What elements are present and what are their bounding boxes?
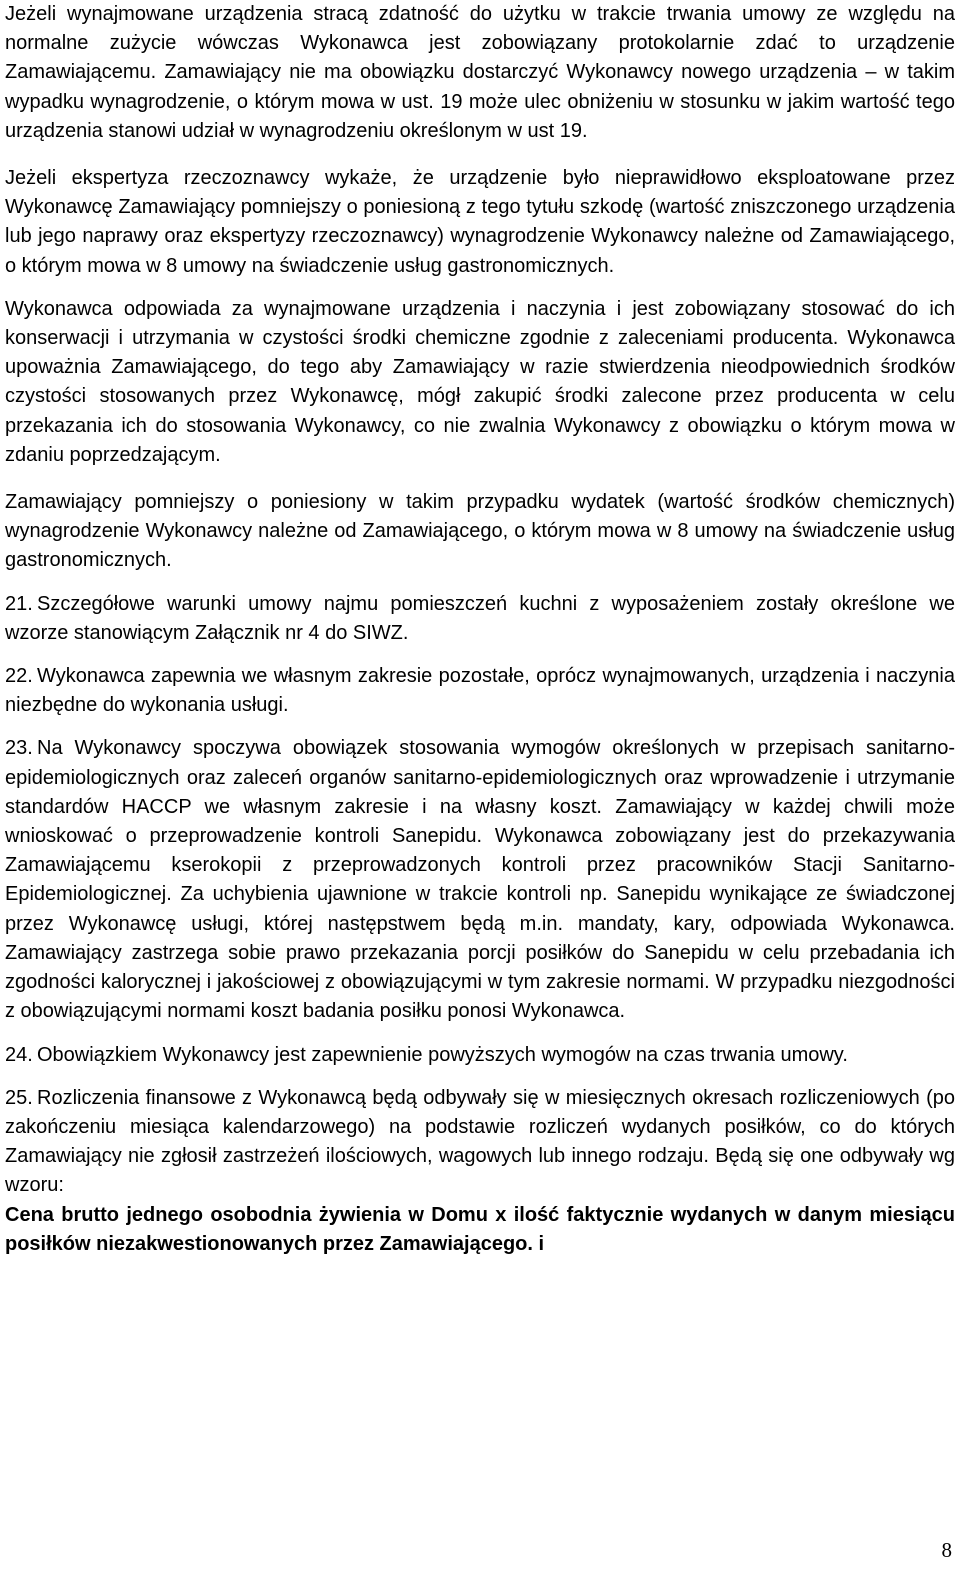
document-page	[5, 0, 955, 1259]
item-number: 24.	[5, 1043, 33, 1066]
paragraph-worn-equipment: Jeżeli wynajmowane urządzenia stracą zdatność do użytku w trakcie trwania umowy ze względu na normalne zużycie wówczas Wykonawca jest zobowiązany protokolarnie zdać to urządzenie Zamawiającemu. Zamawiający nie ma obowiązku dostarczyć Wykonawcy nowego urządzenia – w takim wypadku wynagrodzenie, o którym mowa w ust. 19 może ulec obniżeniu w stosunku w jakim wartość tego urządzenia stanowi udział w wynagrodzeniu określonym w ust 19.	[5, 3, 955, 142]
item-text: Szczegółowe warunki umowy najmu pomieszczeń kuchni z wyposażeniem zostały określone we wzorze stanowiącym Załącznik nr 4 do SIWZ.	[5, 592, 955, 644]
paragraph-expert-opinion: Jeżeli ekspertyza rzeczoznawcy wykaże, że urządzenie było nieprawidłowo eksploatowane przez Wykonawcę Zamawiający pomniejszy o poniesioną z tego tytułu szkodę (wartość zniszczonego urządzenia lub jego naprawy oraz ekspertyzy rzeczoznawcy) wynagrodzenie Wykonawcy należne od Zamawiającego, o którym mowa w 8 umowy na świadczenie usług gastronomicznych.	[5, 167, 955, 277]
item-text: Wykonawca zapewnia we własnym zakresie pozostałe, oprócz wynajmowanych, urządzenia i naczynia niezbędne do wykonania usługi.	[5, 665, 955, 717]
list-item-25	[5, 1084, 955, 1201]
item-text: Obowiązkiem Wykonawcy jest zapewnienie powyższych wymogów na czas trwania umowy.	[37, 1043, 848, 1066]
list-item-22	[5, 662, 955, 720]
item-text: Na Wykonawcy spoczywa obowiązek stosowania wymogów określonych w przepisach sanitarno-epidemiologicznych oraz zaleceń organów sanitarno-epidemiologicznych oraz wprowadzenie i utrzymanie standardów HACCP we własnym zakresie i na własny koszt. Zamawiający w każdej chwili może wnioskować o przeprowadzenie kontroli Sanepidu. Wykonawca zobowiązany jest do przekazywania Zamawiającemu kserokopii z przeprowadzonych kontroli przez pracowników Stacji Sanitarno-Epidemiologicznej. Za uchybienia ujawnione w trakcie kontroli np. Sanepidu wynikające ze świadczonej przez Wykonawcę usługi, której następstwem będą m.in. mandaty, kary, odpowiada Wykonawca. Zamawiający zastrzega sobie prawo przekazania porcji posiłków do Sanepidu w celu przebadania ich zgodności kalorycznej i jakościowej z obowiązującymi w tym zakresie normami. W przypadku niezgodności z obowiązującymi normami koszt badania posiłku ponosi Wykonawca.	[5, 737, 955, 1023]
paragraph-cost-deduction: Zamawiający pomniejszy o poniesiony w takim przypadku wydatek (wartość środków chemicznych) wynagrodzenie Wykonawcy należne od Zamawiającego, o którym mowa w 8 umowy na świadczenie usług gastronomicznych.	[5, 491, 955, 572]
paragraph-cleaning-agents: Wykonawca odpowiada za wynajmowane urządzenia i naczynia i jest zobowiązany stosować do ich konserwacji i utrzymania w czystości środki chemiczne zgodnie z zaleceniami producenta. Wykonawca upoważnia Zamawiającego, do tego aby Zamawiający w razie stwierdzenia nieodpowiednich środków czystości stosowanych przez Wykonawcę, mógł zakupić środki zalecone przez producenta w celu przekazania ich do stosowania Wykonawcy, co nie zwalnia Wykonawcy z obowiązku o którym mowa w zdaniu poprzedzającym.	[5, 297, 955, 466]
list-item-24	[5, 1041, 955, 1070]
item-text: Rozliczenia finansowe z Wykonawcą będą odbywały się w miesięcznych okresach rozliczeniowych (po zakończeniu miesiąca kalendarzowego) na podstawie rozliczeń wydanych posiłków, co do których Zamawiający nie zgłosił zastrzeżeń ilościowych, wagowych lub innego rodzaju. Będą się one odbywały wg wzoru:	[5, 1086, 955, 1197]
item-number: 25.	[5, 1086, 33, 1109]
page-number: 8	[941, 1538, 952, 1562]
list-item-23	[5, 734, 955, 1026]
settlement-formula: Cena brutto jednego osobodnia żywienia w Domu x ilość faktycznie wydanych w danym miesiącu posiłków niezakwestionowanych przez Zamawiającego. i	[5, 1203, 955, 1255]
item-number: 22.	[5, 665, 33, 688]
list-item-21	[5, 590, 955, 648]
item-number: 21.	[5, 592, 33, 615]
item-number: 23.	[5, 737, 33, 760]
